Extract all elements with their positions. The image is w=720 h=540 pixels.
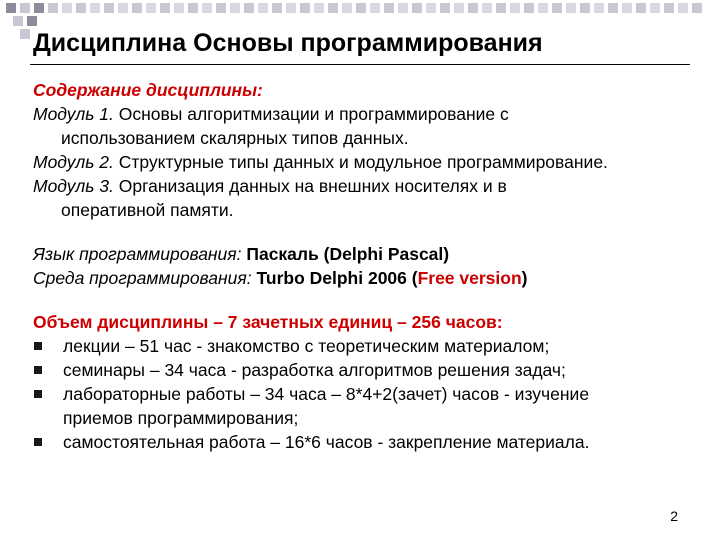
deco-square — [636, 3, 646, 13]
list-item — [33, 430, 703, 454]
slide-title: Дисциплина Основы программирования — [33, 29, 543, 57]
content-heading: Содержание дисциплины: — [33, 80, 263, 100]
module-item — [33, 102, 703, 126]
deco-square — [342, 3, 352, 13]
list-item-continuation: приемов программирования; — [63, 408, 299, 428]
environment-line — [33, 266, 703, 290]
deco-square — [160, 3, 170, 13]
volume-heading: Объем дисциплины – 7 зачетных единиц – 256 часов: — [33, 312, 503, 332]
module-item-continuation: оперативной памяти. — [61, 200, 234, 220]
list-item-text: лекции – 51 час - знакомство с теоретическим материалом; — [63, 336, 550, 356]
environment-label: Среда программирования: — [33, 268, 252, 288]
deco-square — [300, 3, 310, 13]
deco-square — [146, 3, 156, 13]
slide-content — [33, 78, 703, 454]
module-item-continuation: использованием скалярных типов данных. — [61, 128, 409, 148]
deco-square — [356, 3, 366, 13]
deco-square — [538, 3, 548, 13]
list-item — [33, 334, 703, 358]
deco-square — [594, 3, 604, 13]
list-item-text: самостоятельная работа – 16*6 часов - закрепление материала. — [63, 432, 590, 452]
environment-close: ) — [521, 268, 528, 288]
module-text: Структурные типы данных и модульное программирование. — [113, 152, 608, 172]
deco-square — [230, 3, 240, 13]
deco-square — [650, 3, 660, 13]
deco-square — [510, 3, 520, 13]
deco-square — [440, 3, 450, 13]
deco-square — [13, 16, 23, 26]
deco-square — [664, 3, 674, 13]
deco-square — [468, 3, 478, 13]
deco-square — [272, 3, 282, 13]
list-item-text: лабораторные работы – 34 часа – 8*4+2(зачет) часов - изучение — [63, 384, 590, 404]
deco-square — [244, 3, 254, 13]
list-item-text: семинары – 34 часа - разработка алгоритмов решения задач; — [63, 360, 566, 380]
deco-square — [188, 3, 198, 13]
page-number: 2 — [670, 508, 678, 524]
deco-square — [104, 3, 114, 13]
list-item — [33, 382, 703, 406]
square-bullet-icon — [34, 390, 42, 398]
deco-square — [48, 3, 58, 13]
deco-square — [314, 3, 324, 13]
module-item — [33, 150, 703, 174]
deco-square — [286, 3, 296, 13]
deco-square — [258, 3, 268, 13]
deco-square — [174, 3, 184, 13]
list-item — [33, 358, 703, 382]
deco-square — [566, 3, 576, 13]
deco-square — [678, 3, 688, 13]
deco-square — [622, 3, 632, 13]
module-text: Организация данных на внешних носителях и в — [113, 176, 507, 196]
environment-value: Turbo Delphi 2006 ( — [251, 268, 418, 288]
deco-square — [6, 3, 16, 13]
deco-square — [202, 3, 212, 13]
deco-square — [412, 3, 422, 13]
deco-square — [20, 3, 30, 13]
deco-square — [580, 3, 590, 13]
environment-version: Free version — [417, 268, 522, 288]
deco-square — [608, 3, 618, 13]
deco-square — [692, 3, 702, 13]
language-label: Язык программирования: — [33, 244, 242, 264]
deco-square — [482, 3, 492, 13]
deco-square — [454, 3, 464, 13]
deco-square — [384, 3, 394, 13]
module-prefix: Модуль 2. — [33, 152, 114, 172]
deco-square — [328, 3, 338, 13]
title-divider — [30, 64, 690, 65]
deco-square — [27, 16, 37, 26]
deco-square — [90, 3, 100, 13]
deco-square — [370, 3, 380, 13]
language-value: Паскаль (Delphi Pascal) — [241, 244, 450, 264]
deco-square — [426, 3, 436, 13]
deco-square — [76, 3, 86, 13]
square-bullet-icon — [34, 438, 42, 446]
module-prefix: Модуль 1. — [33, 104, 114, 124]
module-item — [33, 174, 703, 198]
deco-square — [496, 3, 506, 13]
deco-square — [62, 3, 72, 13]
square-bullet-icon — [34, 366, 42, 374]
deco-square — [132, 3, 142, 13]
module-text: Основы алгоритмизации и программирование с — [113, 104, 509, 124]
deco-square — [216, 3, 226, 13]
deco-square — [20, 29, 30, 39]
deco-square — [34, 3, 44, 13]
deco-square — [398, 3, 408, 13]
square-bullet-icon — [34, 342, 42, 350]
deco-square — [118, 3, 128, 13]
module-prefix: Модуль 3. — [33, 176, 114, 196]
deco-square — [524, 3, 534, 13]
language-line — [33, 242, 703, 266]
deco-square — [552, 3, 562, 13]
